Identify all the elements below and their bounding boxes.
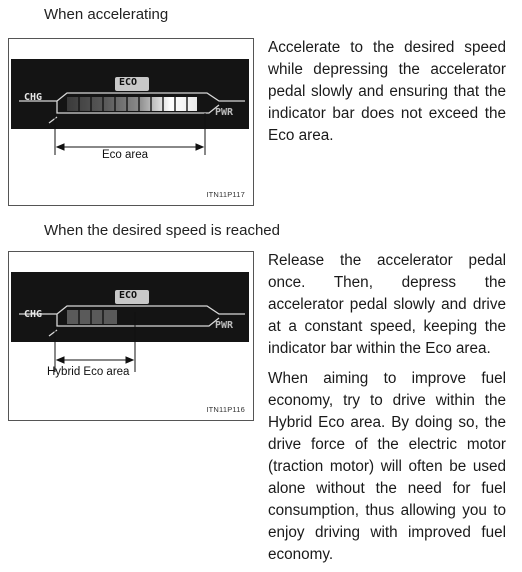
chg-label: CHG — [24, 309, 43, 320]
eco-label: ECO — [119, 290, 138, 301]
eco-indicator-illustration — [9, 252, 255, 422]
section-heading-accelerating: When accelerating — [44, 6, 169, 23]
section-heading-desired-speed: When the desired speed is reached — [44, 222, 280, 239]
pwr-label: PWR — [215, 320, 234, 331]
indicator-bar — [67, 97, 197, 111]
accelerating-instructions: Accelerate to the desired speed while depressing the accelerator pedal slowly and ensuring that the indicator bar does not exceed the Eco area. — [268, 39, 506, 144]
eco-indicator-figure-cruising — [8, 251, 254, 421]
hybrid-eco-area-label: Hybrid Eco area — [47, 366, 130, 378]
figure-code: ITN11P117 — [206, 190, 245, 199]
figure-code: ITN11P116 — [206, 405, 245, 414]
eco-indicator-figure-accelerating — [8, 38, 254, 206]
eco-indicator-illustration — [9, 39, 255, 207]
chg-label: CHG — [24, 92, 43, 103]
eco-area-label: Eco area — [102, 149, 149, 161]
indicator-bar — [67, 310, 117, 324]
fuel-economy-tip: When aiming to improve fuel economy, try to drive within the Hybrid Eco area. By doing so, the drive force of the electric motor (traction motor) will often be used alone without the need for fuel consumption, thus allowing you to enjoy driving with improved fuel economy. — [268, 370, 506, 563]
display-panel — [11, 59, 249, 129]
pwr-label: PWR — [215, 107, 234, 118]
eco-label: ECO — [119, 77, 138, 88]
cruising-instructions: Release the accelerator pedal once. Then, depress the accelerator pedal slowly and drive at a constant speed, keeping the indicator bar within the Eco area. — [268, 252, 506, 357]
display-panel — [11, 272, 249, 342]
